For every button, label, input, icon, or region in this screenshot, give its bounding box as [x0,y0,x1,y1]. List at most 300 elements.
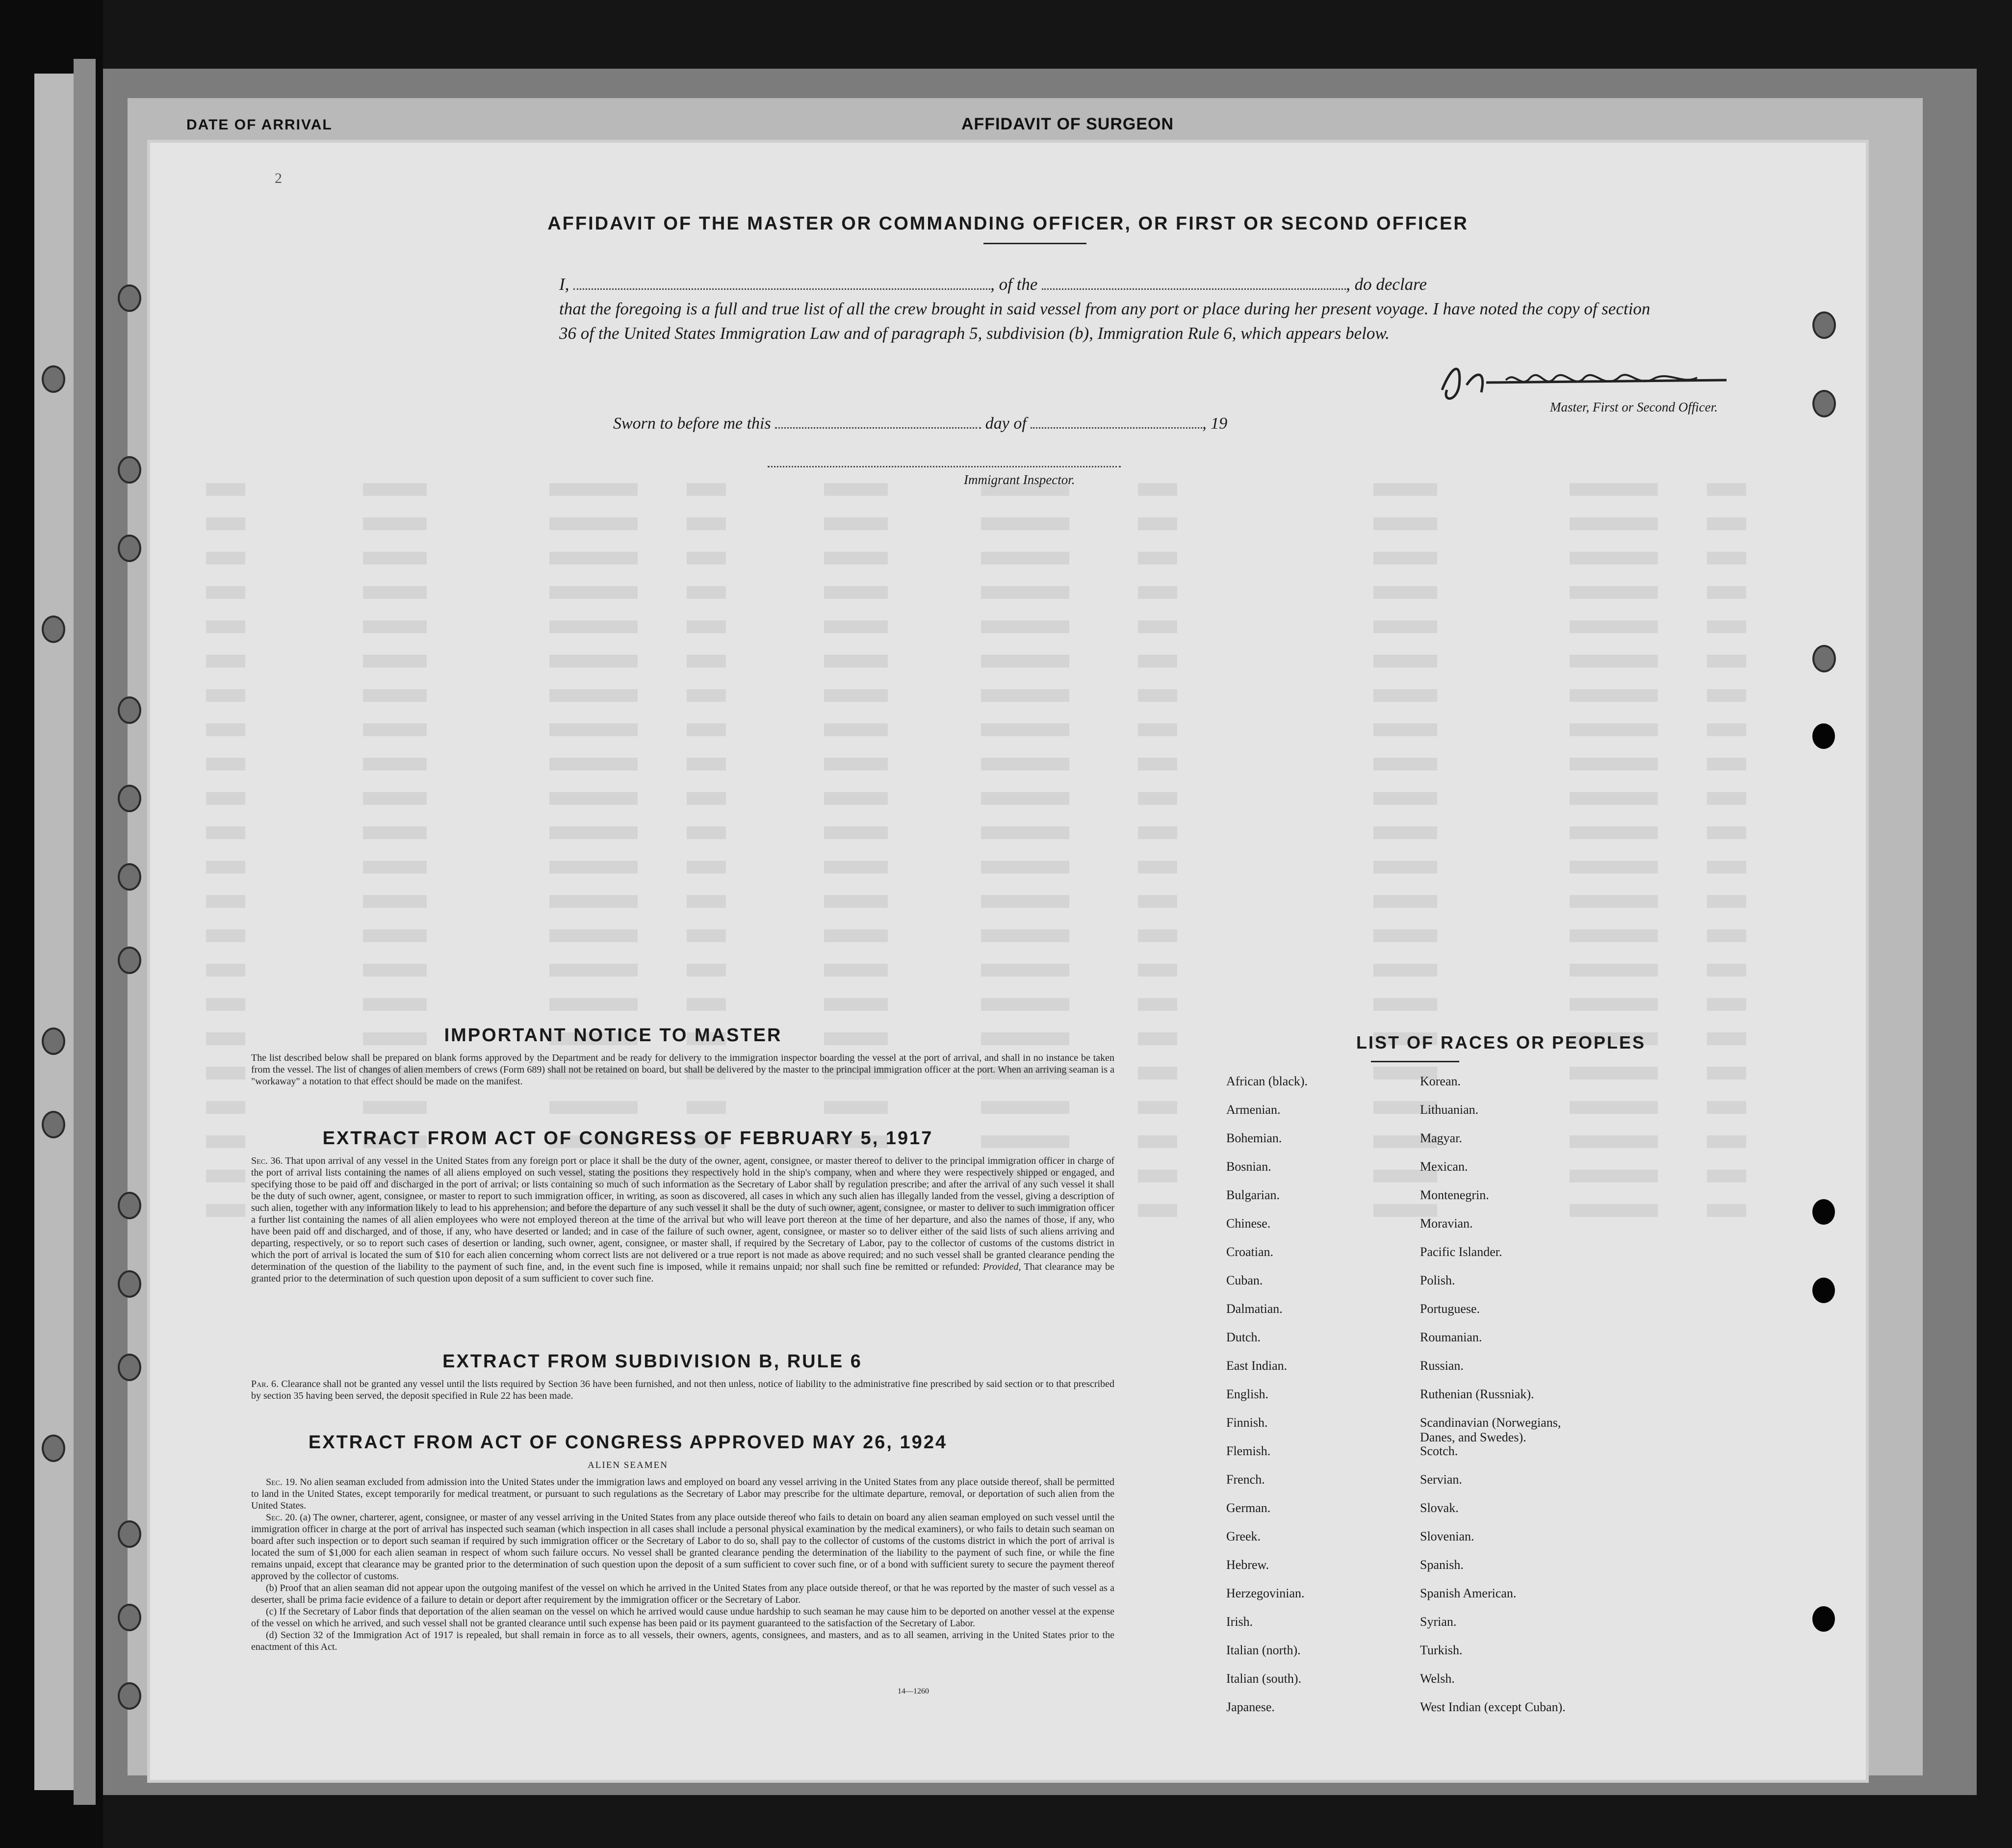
bleed-through-mark [981,792,1069,805]
bleed-through-row [147,586,1869,616]
bleed-through-mark [824,552,888,565]
bleed-through-mark [363,689,427,702]
bleed-through-mark [363,929,427,942]
bleed-through-mark [206,483,245,496]
bleed-through-mark [1707,1204,1746,1217]
bleed-through-mark [1707,758,1746,770]
race-item: Slovenian. [1420,1529,1474,1543]
bleed-through-mark [1707,655,1746,667]
bleed-through-mark [1138,483,1177,496]
bleed-through-mark [1570,826,1658,839]
affidavit-do-declare: , do declare [1346,275,1427,294]
bleed-through-mark [981,964,1069,976]
bleed-through-mark [687,758,726,770]
bleed-through-mark [687,964,726,976]
sec20d-text: (d) Section 32 of the Immigration Act of 1917 is repealed, but shall remain in force as to all vessels, their owners, agents, consignees, and masters, and as to all seamen, arriving in the United States prior to the enactment of this Act. [251,1630,1114,1652]
bleed-through-mark [1707,552,1746,565]
race-item: Spanish. [1420,1558,1464,1572]
bleed-through-mark [206,1101,245,1114]
affidavit-body: that the foregoing is a full and true list of all the crew brought in said vessel from any port or place during her present voyage. I have noted the copy of section 36 of the United States Immigration Law and of paragraph 5, subdivision (b), Immigration Rule 6, which appears below. [559,299,1651,343]
bleed-through-row [147,655,1869,684]
race-item: Montenegrin. [1420,1188,1489,1202]
bleed-through-mark [206,998,245,1011]
bleed-through-mark [363,861,427,873]
rule6-text [251,1378,1114,1402]
bleed-through-mark [687,998,726,1011]
bleed-through-mark [1138,655,1177,667]
bleed-through-mark [981,586,1069,599]
bleed-through-mark [206,586,245,599]
bleed-through-mark [687,655,726,667]
race-item: Bulgarian. [1226,1188,1280,1202]
bleed-through-mark [981,723,1069,736]
inspector-label: Immigrant Inspector. [964,472,1075,487]
extract-1917-title: EXTRACT FROM ACT OF CONGRESS OF FEBRUARY 5, 1917 [322,1128,933,1149]
bleed-through-mark [1707,1101,1746,1114]
race-item: Japanese. [1226,1700,1275,1714]
bleed-through-mark [981,655,1069,667]
bleed-through-mark [824,1101,888,1114]
bleed-through-mark [549,517,638,530]
race-item: Hebrew. [1226,1558,1269,1572]
back-header-left: DATE OF ARRIVAL [186,117,333,133]
sec36-proviso: Provided, [982,1261,1021,1272]
bleed-through-mark [363,826,427,839]
bleed-through-mark [206,758,245,770]
bleed-through-mark [363,517,427,530]
bleed-through-mark [824,586,888,599]
bleed-through-mark [824,929,888,942]
bleed-through-mark [206,964,245,976]
bleed-through-mark [1373,929,1437,942]
bleed-through-mark [1373,895,1437,908]
back-sheet-header [186,112,1805,141]
bleed-through-mark [206,517,245,530]
bleed-through-mark [1138,929,1177,942]
bleed-through-mark [1138,758,1177,770]
race-item: Chinese. [1226,1216,1271,1231]
bleed-through-row [147,1101,1869,1130]
bleed-through-mark [1373,517,1437,530]
bleed-through-mark [981,552,1069,565]
document-sheet [147,140,1869,1783]
bleed-through-mark [206,655,245,667]
punch-hole [1812,723,1835,749]
race-item: West Indian (except Cuban). [1420,1700,1566,1714]
bleed-through-mark [549,723,638,736]
bleed-through-mark [1373,689,1437,702]
race-item: Armenian. [1226,1103,1281,1117]
bleed-through-mark [1373,586,1437,599]
bleed-through-mark [981,620,1069,633]
bleed-through-mark [549,552,638,565]
bleed-through-mark [1570,861,1658,873]
binder-punch-hole [42,616,65,643]
bleed-through-row [147,483,1869,513]
day-of-label: day of [985,414,1027,433]
race-item: Lithuanian. [1420,1103,1479,1117]
bleed-through-mark [981,1101,1069,1114]
bleed-through-row [147,964,1869,993]
bleed-through-mark [687,689,726,702]
binder-punch-hole [118,863,141,891]
bleed-through-mark [363,723,427,736]
sec20c-text: (c) If the Secretary of Labor finds that deportation of the alien seaman on the vessel on which he arrived would cause undue hardship to such seaman he may cause him to be deported on another vessel at the expense of the vessel on which he arrived, and such vessel shall not be granted clearance until such expense has been paid or its payment guaranteed to the satisfaction of the Secretary of Labor. [251,1606,1114,1629]
extract-1924-text [251,1476,1114,1653]
bleed-through-mark [687,723,726,736]
rule6-body: Clearance shall not be granted any vessel until the lists required by Section 36 have been furnished, and not then unless, notice of liability to the administrative fine prescribed by said section or to that prescribed by section 35 having been served, the deposit specified in Rule 22 has been made. [251,1379,1114,1401]
bleed-through-mark [1707,620,1746,633]
bleed-through-mark [1138,689,1177,702]
race-item: Flemish. [1226,1444,1271,1458]
race-item: Greek. [1226,1529,1261,1543]
bleed-through-mark [1373,826,1437,839]
bleed-through-mark [687,929,726,942]
binder-punch-hole [118,1354,141,1381]
punch-hole [1812,1606,1835,1632]
binder-punch-hole [42,365,65,393]
bleed-through-row [147,758,1869,787]
bleed-through-mark [1707,792,1746,805]
sworn-prefix: Sworn to before me this [613,414,771,433]
bleed-through-mark [1138,620,1177,633]
bleed-through-mark [549,620,638,633]
bleed-through-mark [1138,552,1177,565]
bleed-through-mark [981,1032,1069,1045]
bleed-through-row [147,895,1869,924]
bleed-through-mark [1570,517,1658,530]
bleed-through-mark [1570,723,1658,736]
affidavit-first-line [559,272,1638,297]
bleed-through-mark [363,483,427,496]
race-item: French. [1226,1472,1265,1487]
bleed-through-mark [687,586,726,599]
bleed-through-mark [363,895,427,908]
bleed-through-mark [1707,861,1746,873]
bleed-through-mark [1373,483,1437,496]
bleed-through-mark [1373,1204,1437,1217]
sec36-text: That upon arrival of any vessel in the United States from any foreign port or place it shall be the duty of the owner, agent, consignee, or master thereof to deliver to the principal immigration officer in charge of the port of arrival lists containing the names of all aliens employed on such vessel, stating the positions they respectively hold in the ship's company, when and where they were respectively shipped or engaged, and specifying those to be paid off and discharged in the port of arrival; or lists containing so much of such information as the Secretary of Labor shall by regulation prescribe; and after the arrival of any such vessel it shall be the duty of such owner, agent, consignee, or master to report to such immigration officer, in writing, as soon as discovered, all cases in which any such alien has illegally landed from the vessel, giving a description of such alien, together with any information likely to lead to his apprehension; and before the departure of any such vessel it shall be the duty of such owner, agent, consignee, or master to deliver to such immigration officer a further list containing the names of all alien employees who were not employed thereon at the time of the arrival but who will leave port thereon at the time of her departure, and also the names of those, if any, who have been paid off and discharged, and of those, if any, who have deserted or landed; and in case of the failure of such owner, agent, consignee, or master so to deliver either of the said lists of such aliens arriving and departing, respectively, or so to report such cases of desertion or landing, such owner, agent, consignee, or master shall, if required by the Secretary of Labor, pay to the collector of customs of the customs district in which the port of arrival is located the sum of $10 for each alien concerning whom correct lists are not delivered or a true report is not made as above required; and no such vessel shall be granted clearance pending the determination of the question of the liability to the payment of such fine, and, in the event such fine is imposed, while it remains unpaid; nor shall such fine be remitted or refunded: [251,1155,1115,1272]
bleed-through-mark [981,929,1069,942]
bleed-through-mark [1707,895,1746,908]
race-item: Moravian. [1420,1216,1473,1231]
bleed-through-mark [824,689,888,702]
affidavit-title: AFFIDAVIT OF THE MASTER OR COMMANDING OFFICER, OR FIRST OR SECOND OFFICER [547,213,1469,234]
title-rule [983,243,1086,244]
binder-punch-hole [42,1027,65,1055]
bleed-through-mark [824,517,888,530]
race-item: Servian. [1420,1472,1462,1487]
race-item: Spanish American. [1420,1586,1517,1600]
bleed-through-mark [206,929,245,942]
race-item: Dutch. [1226,1330,1261,1344]
bleed-through-mark [981,826,1069,839]
bleed-through-mark [1138,1067,1177,1079]
bleed-through-mark [549,826,638,839]
rule6-par-label: Par. 6. [251,1379,279,1389]
bleed-through-mark [981,861,1069,873]
punch-hole [1812,1278,1835,1303]
bleed-through-mark [981,689,1069,702]
bleed-through-mark [363,1101,427,1114]
bleed-through-mark [1138,895,1177,908]
bleed-through-mark [687,620,726,633]
bleed-through-mark [549,758,638,770]
bleed-through-mark [1138,1135,1177,1148]
race-item: Scandinavian (Norwegians, Danes, and Swedes). [1420,1415,1561,1444]
binder-punch-hole [118,1192,141,1219]
bleed-through-mark [687,1101,726,1114]
binder-spine [74,59,96,1805]
bleed-through-row [147,552,1869,581]
bleed-through-mark [1373,758,1437,770]
bleed-through-mark [1570,620,1658,633]
bleed-through-mark [1570,998,1658,1011]
race-item: Italian (south). [1226,1671,1302,1686]
bleed-through-mark [1373,552,1437,565]
binder-edge [0,0,103,1848]
affidavit-block [559,272,1651,346]
bleed-through-mark [824,826,888,839]
binder-punch-hole [118,456,141,484]
bleed-through-mark [687,792,726,805]
bleed-through-mark [1570,1170,1658,1182]
bleed-through-mark [824,758,888,770]
binder-punch-hole [118,1604,141,1631]
bleed-through-mark [1570,758,1658,770]
bleed-through-row [147,517,1869,547]
binder-punch-hole [118,1682,141,1710]
bleed-through-mark [363,552,427,565]
bleed-through-mark [824,483,888,496]
bleed-through-mark [363,758,427,770]
race-item: East Indian. [1226,1359,1288,1373]
bleed-through-mark [824,620,888,633]
bleed-through-mark [206,552,245,565]
binder-punch-hole [118,535,141,562]
extract-1924-title: EXTRACT FROM ACT OF CONGRESS APPROVED MAY 26, 1924 [308,1432,948,1453]
bleed-through-mark [824,895,888,908]
day-field[interactable] [775,414,981,429]
bleed-through-mark [824,723,888,736]
back-header-center: AFFIDAVIT OF SURGEON [961,115,1174,133]
punch-hole [1812,390,1836,417]
bleed-through-mark [549,483,638,496]
bleed-through-mark [206,1067,245,1079]
race-item: Slovak. [1420,1501,1459,1515]
vessel-field[interactable] [1042,274,1346,290]
bleed-through-mark [206,620,245,633]
notice-text: The list described below shall be prepared on blank forms approved by the Department and be ready for delivery to the immigration inspector boarding the vessel at the port of arrival, and shall in no instance be taken from the vessel. The list of changes of alien members of crews (Form 689) shall not be retained on board, but shall be delivered by the master to the principal immigration officer at the port. When an arriving seaman is a "workaway" a notation to that effect should be made on the manifest. [251,1052,1114,1087]
sec20a-paragraph [251,1512,1114,1582]
bleed-through-mark [1373,723,1437,736]
race-item: Russian. [1420,1359,1464,1373]
sworn-line [613,414,1227,433]
races-title: LIST OF RACES OR PEOPLES [1356,1032,1646,1052]
bleed-through-row [147,620,1869,650]
page-mark: 2 [275,170,282,186]
bleed-through-mark [1570,792,1658,805]
bleed-through-mark [549,861,638,873]
bleed-through-mark [1707,517,1746,530]
race-item: Bosnian. [1226,1159,1271,1174]
race-item: Korean. [1420,1074,1461,1088]
punch-hole [1812,645,1836,672]
race-item: Roumanian. [1420,1330,1482,1344]
race-item: Portuguese. [1420,1302,1480,1316]
bleed-through-mark [206,1204,245,1217]
sec36-text-end: That clearance may be granted prior to the determination of such question upon deposit of a sum sufficient to cover such fine. [251,1261,1115,1284]
bleed-through-mark [206,689,245,702]
bleed-through-mark [1707,998,1746,1011]
bleed-through-mark [1570,1135,1658,1148]
race-item: Scotch. [1420,1444,1458,1458]
bleed-through-mark [206,1135,245,1148]
form-number: 14—1260 [898,1687,929,1695]
binder-punch-hole [118,1270,141,1298]
bleed-through-mark [1707,826,1746,839]
bleed-through-mark [206,1032,245,1045]
bleed-through-mark [1373,998,1437,1011]
race-item: African (black). [1226,1074,1308,1088]
bleed-through-mark [981,998,1069,1011]
race-item: Finnish. [1226,1415,1268,1430]
bleed-through-mark [687,483,726,496]
bleed-through-mark [363,964,427,976]
race-item: Syrian. [1420,1615,1457,1629]
bleed-through-mark [824,861,888,873]
race-item: English. [1226,1387,1268,1401]
bleed-through-mark [363,792,427,805]
month-field[interactable] [1031,414,1202,429]
bleed-through-mark [1707,723,1746,736]
bleed-through-mark [549,655,638,667]
bleed-through-mark [687,826,726,839]
sec19-label: Sec. 19. [266,1477,298,1488]
punch-hole [1812,1199,1835,1225]
bleed-through-mark [549,1101,638,1114]
bleed-through-row [147,861,1869,890]
race-item: Dalmatian. [1226,1302,1283,1316]
bleed-through-mark [1570,552,1658,565]
bleed-through-mark [363,655,427,667]
binder-punch-hole [118,785,141,812]
bleed-through-mark [206,1170,245,1182]
race-item: Italian (north). [1226,1643,1301,1657]
rule6-title: EXTRACT FROM SUBDIVISION B, RULE 6 [442,1351,862,1372]
signature-caption: Master, First or Second Officer. [1550,400,1718,414]
race-item: Croatian. [1226,1245,1274,1259]
bleed-through-mark [549,792,638,805]
bleed-through-mark [1570,586,1658,599]
alien-seamen-subtitle: ALIEN SEAMEN [588,1460,668,1470]
bleed-through-mark [1707,483,1746,496]
bleed-through-row [147,723,1869,753]
bleed-through-mark [1138,792,1177,805]
bleed-through-mark [1570,483,1658,496]
bleed-through-mark [1373,620,1437,633]
bleed-through-mark [824,964,888,976]
bleed-through-mark [1373,861,1437,873]
bleed-through-mark [549,998,638,1011]
affidavit-i: I, [559,275,569,294]
race-item: Pacific Islander. [1420,1245,1502,1259]
binder-punch-hole [42,1435,65,1462]
bleed-through-mark [363,620,427,633]
races-rule [1371,1061,1459,1062]
race-item: Irish. [1226,1615,1253,1629]
bleed-through-mark [363,998,427,1011]
inspector-signature-line[interactable] [768,466,1121,467]
bleed-through-row [147,826,1869,856]
bleed-through-mark [1570,1204,1658,1217]
race-item: German. [1226,1501,1271,1515]
bleed-through-row [147,998,1869,1027]
race-item: Polish. [1420,1273,1455,1287]
race-item: Cuban. [1226,1273,1263,1287]
sec36-label: Sec. 36. [251,1155,283,1166]
affidavit-of-the: , of the [990,275,1038,294]
bleed-through-mark [981,517,1069,530]
punch-hole [1812,311,1836,339]
bleed-through-mark [363,586,427,599]
bleed-through-mark [1138,1101,1177,1114]
sec19-paragraph [251,1476,1114,1512]
bleed-through-mark [549,964,638,976]
bleed-through-mark [1138,1170,1177,1182]
bleed-through-mark [1138,517,1177,530]
bleed-through-mark [687,895,726,908]
bleed-through-mark [1707,689,1746,702]
bleed-through-mark [206,792,245,805]
bleed-through-mark [549,586,638,599]
binder-punch-hole [118,696,141,724]
bleed-through-mark [1707,1170,1746,1182]
bleed-through-mark [824,792,888,805]
binder-paper-edge [34,74,74,1790]
bleed-through-mark [687,861,726,873]
bleed-through-mark [1373,792,1437,805]
sec20-label: Sec. 20. [266,1512,298,1523]
bleed-through-mark [1373,964,1437,976]
bleed-through-mark [1570,655,1658,667]
bleed-through-mark [1138,1032,1177,1045]
bleed-through-row [147,689,1869,719]
bleed-through-mark [1373,655,1437,667]
binder-punch-hole [118,1520,141,1548]
year-prefix: , 19 [1202,414,1228,433]
bleed-through-mark [1138,964,1177,976]
bleed-through-mark [206,861,245,873]
bleed-through-mark [1570,689,1658,702]
bleed-through-mark [1707,964,1746,976]
bleed-through-mark [1707,1135,1746,1148]
name-field[interactable] [573,274,990,290]
bleed-through-mark [1707,1067,1746,1079]
bleed-through-mark [687,552,726,565]
bleed-through-mark [549,689,638,702]
bleed-through-mark [1138,998,1177,1011]
bleed-through-mark [206,826,245,839]
race-item: Bohemian. [1226,1131,1282,1145]
bleed-through-mark [549,929,638,942]
sec20b-text: (b) Proof that an alien seaman did not appear upon the outgoing manifest of the vessel on which he arrived in the United States from any place outside thereof, or that he was reported by the master of such vessel as a deserter, shall be prima facie evidence of a failure to detain or deport after requirement by the immigration officer or the Secretary of Labor. [251,1583,1114,1605]
race-item: Herzegovinian. [1226,1586,1305,1600]
race-item: Magyar. [1420,1131,1462,1145]
binder-punch-hole [42,1111,65,1138]
race-item: Mexican. [1420,1159,1468,1174]
race-item: Turkish. [1420,1643,1463,1657]
